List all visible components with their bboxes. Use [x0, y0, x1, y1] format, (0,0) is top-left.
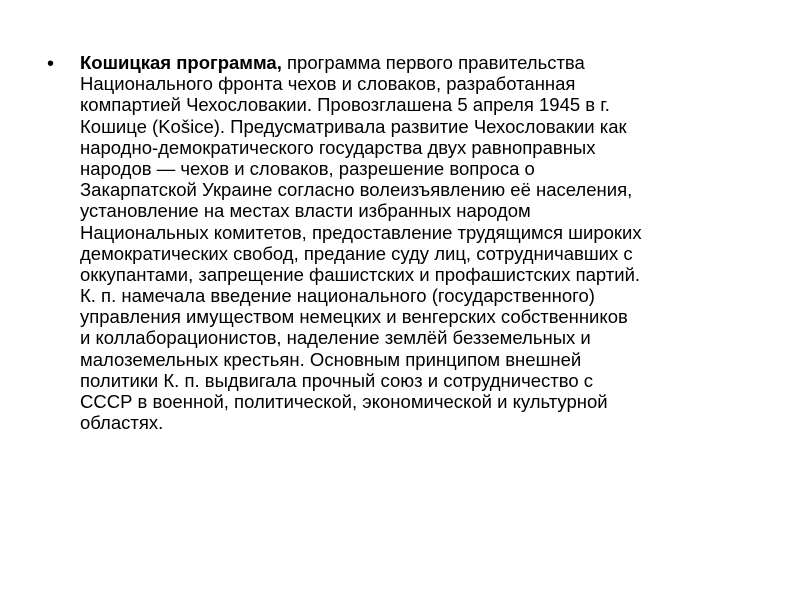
text-line: Национального фронта чехов и словаков, разработанная: [80, 73, 576, 95]
text-line: политики К. п. выдвигала прочный союз и сотрудничество с: [80, 369, 594, 391]
text-line: установление на местах власти избранных народом: [80, 200, 531, 222]
text-line: Закарпатской Украине согласно волеизъявлению её населения,: [80, 179, 633, 201]
text-line: компартией Чехословакии. Провозглашена 5 апреля 1945 в г.: [80, 94, 610, 116]
text-line: народов — чехов и словаков, разрешение вопроса о: [80, 157, 535, 179]
text-line: малоземельных крестьян. Основным принципом внешней: [80, 348, 582, 370]
text-line: К. п. намечала введение национального (государственного): [80, 285, 595, 307]
text-line: народно-демократического государства двух равноправных: [80, 136, 596, 158]
term-heading: Кошицкая программа,: [80, 52, 282, 73]
text-line: Кошице (Košice). Предусматривала развитие Чехословакии как: [80, 115, 627, 137]
bullet-icon: •: [47, 53, 55, 75]
text-line: СССР в военной, политической, экономической и культурной: [80, 391, 608, 412]
text-line: и коллаборационистов, наделение землёй безземельных и: [80, 327, 591, 349]
text-line: областях.: [80, 412, 164, 434]
text-line: оккупантами, запрещение фашистских и профашистских партий.: [80, 263, 641, 285]
text-line: демократических свобод, предание суду лиц, сотрудничавших с: [80, 242, 633, 264]
text-line: управления имуществом немецких и венгерских собственников: [80, 306, 628, 328]
paragraph: [80, 52, 780, 433]
line-text: программа первого правительства: [287, 52, 585, 73]
text-line: [80, 52, 780, 73]
text-line: Национальных комитетов, предоставление трудящимся широких: [80, 221, 642, 243]
